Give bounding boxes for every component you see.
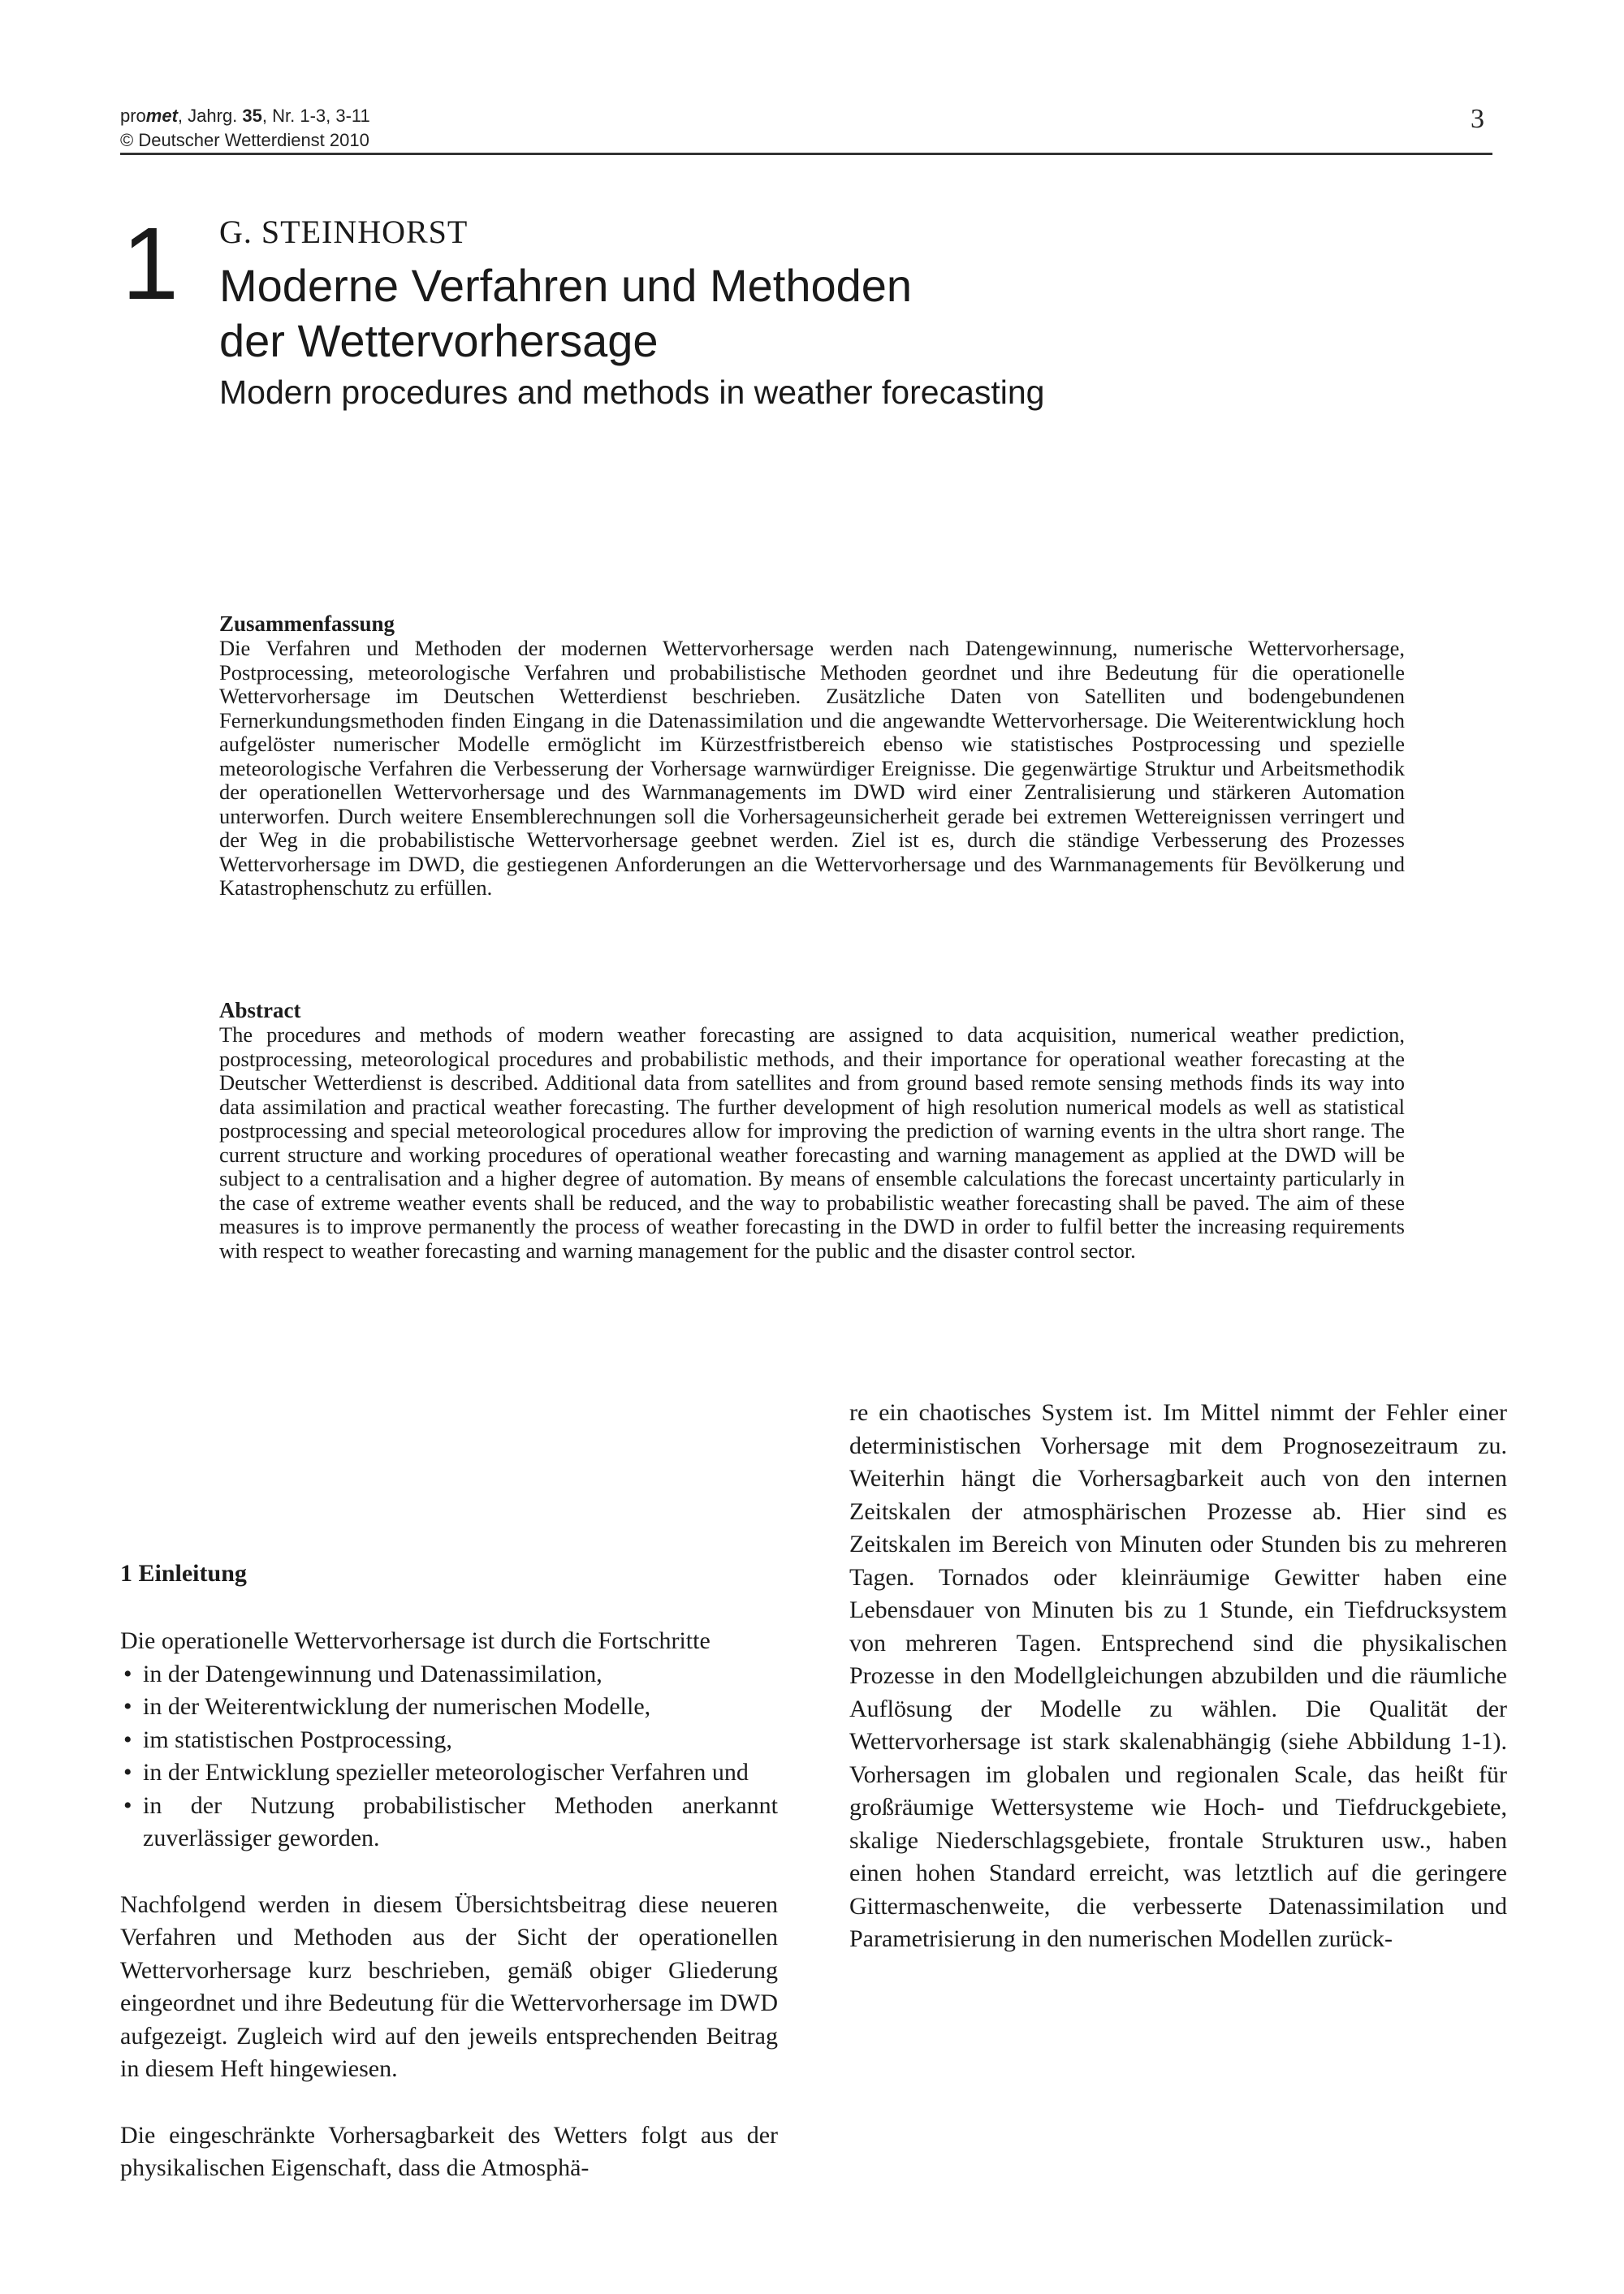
journal-volume: 35 [242,106,262,126]
list-item: • in der Nutzung probabilistischer Methoden anerkannt zuverlässiger geworden. [120,1790,778,1856]
header-divider [120,153,1492,155]
list-item: • in der Weiterentwicklung der numerischen Modelle, [120,1691,778,1724]
paragraph-overview: Nachfolgend werden in diesem Übersichtsbeitrag diese neueren Verfahren und Methoden aus der Sicht der operationellen Wettervorhersage kurz beschrieben, gemäß obiger Gliederung eingeordnet und ihre Bedeutung für die Wettervorhersage im DWD aufgezeigt. Zugleich wird auf den jeweils entsprechenden Beitrag in diesem Heft hingewiesen. [120,1890,778,2082]
zusammenfassung-heading: Zusammenfassung [219,611,395,636]
abstract-block [219,997,1405,1263]
journal-name-italic: met [145,106,178,126]
zusammenfassung-block [219,611,1405,901]
section-heading-einleitung: 1 Einleitung [120,1560,247,1587]
running-header [120,104,370,153]
journal-issue-pages: , Nr. 1-3, 3-11 [261,106,370,126]
page-number: 3 [1471,104,1484,134]
journal-name-prefix: pro [120,106,146,126]
intro-sentence: Die operationelle Wettervorhersage ist durch die Fortschritte [120,1627,710,1654]
title-german-line-1: Moderne Verfahren und Methoden [219,260,913,311]
list-item: • in der Entwicklung spezieller meteorologischer Verfahren und [120,1756,778,1790]
journal-citation [120,104,370,128]
title-german-line-2: der Wettervorhersage [219,315,659,366]
chapter-number: 1 [122,206,179,321]
progress-bullet-list [120,1658,778,1856]
journal-year: , Jahrg. [177,106,243,126]
author-name: G. STEINHORST [219,214,469,250]
body-column-left [120,1557,778,2185]
title-english: Modern procedures and methods in weather forecasting [219,374,1045,411]
paragraph-predictability-start: Die eingeschränkte Vorhersagbarkeit des Wetters folgt aus der physikalischen Eigenschaft, dass die Atmosphä- [120,2121,778,2181]
abstract-text: The procedures and methods of modern weather forecasting are assigned to data acquisition, numerical weather prediction, postprocessing, meteorological procedures and probabilistic methods, and their importance for operational weather forecasting at the Deutscher Wetterdienst is described. Additional data from satellites and from ground based remote sensing methods finds its way into data assimilation and practical weather forecasting. The further development of high resolution numerical models as well as statistical postprocessing and special meteorological procedures allow for improving the prediction of warning events in the ultra short range. The current structure and working procedures of operational weather forecasting and warning management as applied at the DWD will be subject to a centralisation and a higher degree of automation. By means of ensemble calculations the forecast uncertainty particularly in the case of extreme weather events shall be reduced, and the way to probabilistic weather forecasting shall be paved. The aim of these measures is to improve permanently the process of weather forecasting in the DWD in order to fulfil better the increasing requirements with respect to weather forecasting and warning management for the public and the disaster control sector. [219,1022,1405,1263]
copyright-line: © Deutscher Wetterdienst 2010 [120,130,369,150]
title-german [219,258,912,369]
list-item: • im statistischen Postprocessing, [120,1724,778,1757]
abstract-heading: Abstract [219,998,301,1022]
paragraph-predictability-continued: re ein chaotisches System ist. Im Mittel nimmt der Fehler einer deterministischen Vorhersage mit dem Prognosezeitraum zu. Weiterhin hängt die Vorhersagbarkeit auch von den internen Zeitskalen der atmosphärischen Prozesse ab. Hier sind es Zeitskalen im Bereich von Minuten oder Stunden bis zu mehreren Tagen. Tornados oder kleinräumige Gewitter haben eine Lebensdauer von Minuten bis zu 1 Stunde, ein Tiefdrucksystem von mehreren Tagen. Entsprechend sind die physikalischen Prozesse in den Modellgleichungen abzubilden und die räumliche Auflösung der Modelle zu wählen. Die Qualität der Wettervorhersage ist stark skalenabhängig (siehe Abbildung 1-1). Vorhersagen im globalen und regionalen Scale, das heißt für großräumige Wettersysteme wie Hoch- und Tiefdruckgebiete, skalige Niederschlagsgebiete, frontale Strukturen usw., haben einen hohen Standard erreicht, was letztlich auf die geringere Gittermaschenweite, die verbesserte Datenassimilation und Parametrisierung in den numerischen Modellen zurück- [849,1399,1507,1952]
list-item: • in der Datengewinnung und Datenassimilation, [120,1658,778,1691]
zusammenfassung-text: Die Verfahren und Methoden der modernen Wettervorhersage werden nach Datengewinnung, numerische Wettervorhersage, Postprocessing, meteorologische Verfahren und probabilistische Methoden geordnet und ihre Bedeutung für die operationelle Wettervorhersage im Deutschen Wetterdienst beschrieben. Zusätzliche Daten von Satelliten und bodengebundenen Fernerkundungsmethoden finden Eingang in die Datenassimilation und die angewandte Wettervorhersage. Die Weiterentwicklung hoch aufgelöster numerischer Modelle ermöglicht im Kürzestfristbereich ebenso wie statistisches Postprocessing und spezielle meteorologische Verfahren die Verbesserung der Vorhersage warnwürdiger Ereignisse. Die gegenwärtige Struktur und Arbeitsmethodik der operationellen Wettervorhersage und des Warnmanagements im DWD wird einer Zentralisierung und stärkeren Automation unterworfen. Durch weitere Ensemblerechnungen soll die Vorhersageunsicherheit gerade bei extremen Wettereignissen verringert und der Weg in die probabilistische Wettervorhersage geebnet werden. Ziel ist es, durch die ständige Verbesserung des Prozesses Wettervorhersage im DWD, die gestiegenen Anforderungen an die Wettervorhersage und des Warnmanagements für Bevölkerung und Katastrophenschutz zu erfüllen. [219,636,1405,900]
body-column-right [849,1397,1507,1956]
